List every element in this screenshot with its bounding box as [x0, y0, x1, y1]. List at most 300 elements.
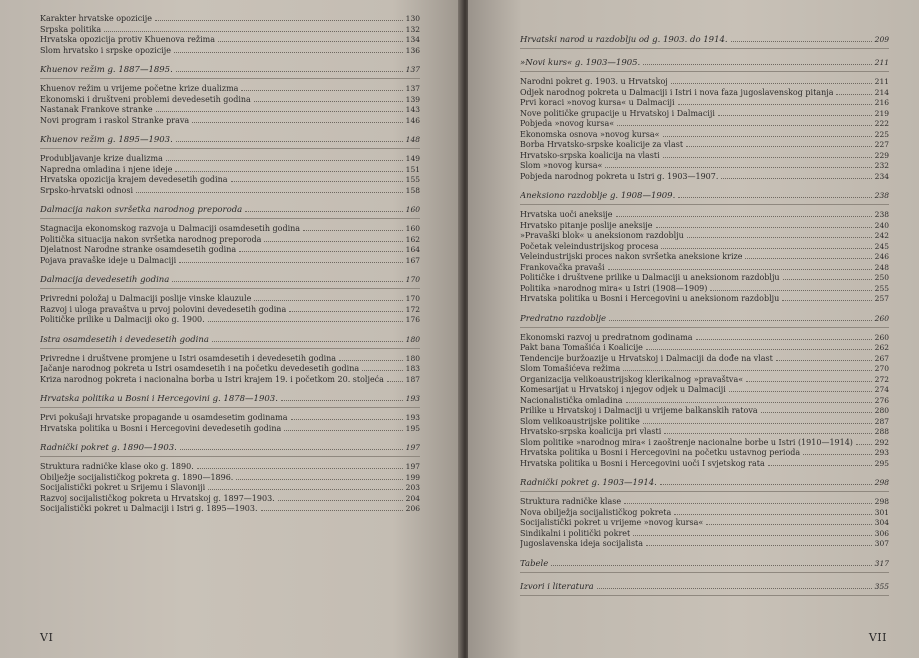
section-page-number: 180 — [405, 334, 420, 344]
toc-entry — [520, 130, 889, 141]
toc-entry-label: Jugoslavenska ideja socijalista — [520, 539, 644, 548]
dot-leader — [718, 109, 872, 116]
toc-entry-label: Produbljavanje krize dualizma — [40, 154, 163, 163]
dot-leader — [218, 35, 403, 42]
section-page-number: 137 — [405, 65, 420, 74]
section-title-label: Izvori i literatura — [520, 581, 594, 592]
toc-entry — [520, 210, 889, 221]
toc-entry-label: Hrvatska politika u Bosni i Hercegovini u aneksionom razdoblju — [520, 294, 780, 303]
toc-entry — [520, 77, 889, 88]
toc-entry-label: Prilike u Hrvatskoj i Dalmaciji u vrijeme balkanskih ratova — [520, 406, 758, 415]
toc-section — [520, 477, 889, 550]
toc-entry-label: Nacionalistička omladina — [520, 395, 623, 405]
toc-section — [40, 204, 420, 266]
toc-entry-page-number: 257 — [874, 294, 889, 303]
dot-leader — [674, 508, 871, 515]
section-title — [520, 34, 889, 49]
toc-entry — [40, 224, 420, 235]
dot-leader — [643, 417, 872, 424]
toc-entry — [40, 413, 420, 424]
dot-leader — [261, 504, 403, 511]
toc-entry-label: Kriza narodnog pokreta i nacionalna borba u Istri krajem 19. i početkom 20. stoljeća — [40, 374, 384, 384]
dot-leader — [836, 88, 871, 95]
right-toc — [520, 34, 889, 596]
toc-entry — [40, 473, 420, 484]
toc-entry — [40, 305, 420, 316]
toc-entry-page-number: 143 — [405, 105, 420, 114]
toc-entry-label: Komesarijat u Hrvatskoj i njegov odjek u Dalmaciji — [520, 385, 726, 394]
toc-entry-page-number: 139 — [405, 94, 420, 104]
toc-entry-label: Jačanje narodnog pokreta u Istri osamdesetih i na početku devedesetih godina — [40, 364, 360, 373]
section-page-number: 197 — [405, 443, 420, 452]
section-title-label: Predratno razdoblje — [520, 313, 607, 324]
toc-entry-page-number: 199 — [405, 472, 420, 482]
toc-entry — [40, 494, 420, 505]
toc-entry-page-number: 176 — [405, 315, 420, 324]
toc-entry-page-number: 255 — [874, 283, 889, 293]
toc-entry-label: Tendencije buržoazije u Hrvatskoj i Dalmaciji da dođe na vlast — [520, 353, 773, 363]
dot-leader — [254, 95, 403, 102]
toc-entry — [520, 151, 889, 162]
toc-section — [40, 14, 420, 56]
toc-entry-page-number: 146 — [405, 115, 420, 125]
section-title — [40, 204, 420, 219]
dot-leader — [626, 396, 872, 403]
toc-entry-label: Novi program i raskol Stranke prava — [40, 115, 190, 125]
section-title-label: Radnički pokret g. 1890—1903. — [40, 443, 177, 453]
toc-entry-page-number: 183 — [405, 364, 420, 373]
section-page-number: 193 — [405, 394, 420, 403]
toc-entry-label: Borba Hrvatsko-srpske koalicije za vlast — [520, 140, 684, 149]
dot-leader — [284, 424, 402, 431]
toc-entry — [520, 417, 889, 428]
toc-entry — [520, 333, 889, 344]
section-title — [40, 442, 420, 457]
toc-entry — [520, 161, 889, 172]
section-title-label: Khuenov režim g. 1887—1895. — [40, 65, 173, 75]
toc-entry-label: Hrvatska politika u Bosni i Hercegovini na početku ustavnog perioda — [520, 448, 801, 457]
dot-leader — [176, 65, 403, 72]
toc-section — [40, 442, 420, 515]
toc-entry — [40, 375, 420, 386]
toc-entry-label: Socijalistički pokret u Srijemu i Slavoniji — [40, 483, 206, 492]
toc-entry — [520, 385, 889, 396]
toc-entry-page-number: 160 — [405, 224, 420, 233]
toc-entry-label: Hrvatska opozicija protiv Khuenova režima — [40, 35, 216, 44]
toc-entry — [40, 46, 420, 57]
toc-entry-label: Pobjeda »novog kursa« — [520, 119, 615, 128]
toc-entry-label: Khuenov režim u vrijeme početne krize dualizma — [40, 84, 239, 93]
toc-entry-label: Slom Tomašićeva režima — [520, 364, 621, 373]
toc-entry — [520, 284, 889, 295]
dot-leader — [776, 354, 872, 361]
toc-entry — [520, 273, 889, 284]
toc-entry-page-number: 136 — [405, 45, 420, 55]
toc-entry-label: Slom politike »narodnog mira« i zaoštrenje nacionalne borbe u Istri (1910—1914) — [520, 437, 853, 447]
toc-entry-label: Hrvatsko-srpska koalicija pri vlasti — [520, 427, 662, 436]
toc-entry-page-number: 164 — [405, 245, 420, 254]
dot-leader — [746, 375, 872, 382]
toc-entry-label: »Pravaški blok« u aneksionom razdoblju — [520, 231, 684, 240]
toc-entry — [520, 375, 889, 386]
toc-entry-page-number: 238 — [874, 210, 889, 219]
right-page — [468, 0, 919, 658]
dot-leader — [281, 394, 403, 401]
dot-leader — [678, 98, 872, 105]
toc-entry — [40, 354, 420, 365]
toc-entry — [40, 84, 420, 95]
toc-entry-page-number: 287 — [874, 416, 889, 426]
toc-entry-page-number: 167 — [405, 255, 420, 265]
toc-section — [520, 57, 889, 182]
dot-leader — [176, 135, 403, 142]
section-title-label: Hrvatska politika u Bosni i Hercegovini g. 1878—1903. — [40, 394, 278, 404]
dot-leader — [208, 483, 403, 490]
toc-entry — [520, 539, 889, 550]
toc-entry — [520, 406, 889, 417]
dot-leader — [745, 252, 871, 259]
toc-entry-page-number: 245 — [874, 241, 889, 251]
toc-entry — [520, 529, 889, 540]
toc-entry-label: Prvi pokušaji hrvatske propagande u osamdesetim godinama — [40, 413, 288, 422]
dot-leader — [643, 58, 871, 65]
toc-entry-label: Odjek narodnog pokreta u Dalmaciji i Istri i nova faza jugoslavenskog pitanja — [520, 87, 834, 97]
section-page-number: 148 — [405, 135, 420, 144]
toc-entry — [520, 508, 889, 519]
toc-entry — [520, 242, 889, 253]
toc-entry-page-number: 304 — [874, 518, 889, 527]
toc-entry-page-number: 151 — [405, 164, 420, 174]
dot-leader — [180, 443, 403, 450]
toc-entry — [40, 364, 420, 375]
section-title-label: Hrvatski narod u razdoblju od g. 1903. do 1914. — [520, 35, 728, 45]
dot-leader — [597, 582, 872, 589]
toc-entry-page-number: 295 — [874, 458, 889, 468]
toc-entry-page-number: 170 — [405, 294, 420, 303]
dot-leader — [782, 294, 871, 301]
toc-entry — [520, 221, 889, 232]
section-title — [520, 190, 889, 205]
toc-entry — [520, 119, 889, 130]
toc-entry-label: Hrvatsko pitanje poslije aneksije — [520, 220, 653, 230]
toc-entry-label: Nastanak Frankove stranke — [40, 105, 153, 114]
section-title — [40, 64, 420, 79]
dot-leader — [239, 245, 403, 252]
toc-entry — [40, 462, 420, 473]
toc-entry-page-number: 240 — [874, 220, 889, 230]
dot-leader — [617, 119, 872, 126]
toc-entry-page-number: 130 — [405, 14, 420, 23]
toc-entry — [40, 424, 420, 435]
dot-leader — [212, 335, 403, 342]
toc-section — [520, 313, 889, 470]
toc-section — [40, 393, 420, 434]
dot-leader — [706, 518, 871, 525]
dot-leader — [768, 459, 872, 466]
toc-entry-page-number: 246 — [874, 252, 889, 261]
dot-leader — [664, 427, 871, 434]
toc-entry-page-number: 306 — [874, 528, 889, 538]
toc-entry — [40, 315, 420, 326]
toc-section — [40, 274, 420, 326]
dot-leader — [166, 154, 403, 161]
toc-entry-label: Pobjeda narodnog pokreta u Istri g. 1903—1907. — [520, 171, 719, 181]
section-title-label: Tabele — [520, 558, 549, 569]
section-page-number: 298 — [874, 478, 889, 487]
toc-entry-label: Slom velikoaustrijske politike — [520, 416, 640, 426]
dot-leader — [231, 175, 403, 182]
toc-entry-label: Frankovačka pravaši — [520, 262, 605, 272]
dot-leader — [362, 364, 403, 371]
toc-entry — [520, 396, 889, 407]
toc-entry-page-number: 307 — [874, 539, 889, 548]
section-title-label: Aneksiono razdoblje g. 1908—1909. — [520, 191, 676, 201]
toc-entry — [40, 256, 420, 267]
toc-entry-label: Razvoj i uloga pravaštva u prvoj polovini devedesetih godina — [40, 304, 287, 314]
toc-entry — [520, 140, 889, 151]
toc-entry-page-number: 187 — [405, 374, 420, 384]
dot-leader — [729, 385, 872, 392]
section-title — [40, 393, 420, 408]
dot-leader — [856, 438, 872, 445]
toc-entry-page-number: 292 — [874, 437, 889, 447]
page-folio-left: VI — [40, 631, 54, 644]
toc-entry-label: Struktura radničke klase oko g. 1890. — [40, 462, 194, 471]
dot-leader — [172, 275, 402, 282]
toc-entry-page-number: 272 — [874, 374, 889, 384]
toc-entry-label: Privredne i društvene promjene u Istri osamdesetih i devedesetih godina — [40, 353, 337, 363]
toc-entry-label: Socijalistički pokret u Dalmaciji i Istri g. 1895—1903. — [40, 504, 258, 513]
dot-leader — [303, 224, 403, 231]
toc-entry-label: Socijalistički pokret u vrijeme »novog kursa« — [520, 518, 704, 527]
toc-entry-page-number: 260 — [874, 332, 889, 342]
toc-entry-label: Nova obilježja socijalističkog pokreta — [520, 507, 672, 517]
section-page-number: 170 — [405, 275, 420, 284]
toc-entry — [40, 294, 420, 305]
dot-leader — [687, 231, 872, 238]
section-title — [520, 477, 889, 492]
section-title — [520, 57, 889, 72]
section-title — [40, 274, 420, 289]
dot-leader — [616, 210, 872, 217]
dot-leader — [663, 151, 872, 158]
toc-entry-label: Politika »narodnog mira« u Istri (1908—1909) — [520, 283, 708, 293]
toc-entry-label: Organizacija velikoaustrijskog klerikalnog »pravaštva« — [520, 374, 744, 384]
dot-leader — [289, 305, 402, 312]
dot-leader — [551, 559, 871, 566]
toc-entry-page-number: 162 — [405, 234, 420, 244]
dot-leader — [624, 497, 872, 504]
toc-entry-page-number: 274 — [874, 385, 889, 394]
toc-entry-label: Hrvatsko-srpska koalicija na vlasti — [520, 150, 660, 160]
toc-entry-label: Hrvatska politika u Bosni i Hercegovini uoči I svjetskog rata — [520, 458, 765, 468]
toc-entry-label: Hrvatska uoči aneksije — [520, 210, 613, 219]
toc-entry-label: Slom hrvatsko i srpske opozicije — [40, 45, 171, 55]
toc-entry — [520, 231, 889, 242]
toc-entry-label: Napredna omladina i njene ideje — [40, 164, 173, 174]
dot-leader — [608, 263, 872, 270]
dot-leader — [278, 494, 403, 501]
toc-entry-label: Srpsko-hrvatski odnosi — [40, 185, 134, 195]
toc-entry-label: Nove političke grupacije u Hrvatskoj i Dalmaciji — [520, 108, 715, 118]
toc-entry-label: Ekonomska osnova »novog kursa« — [520, 129, 660, 139]
dot-leader — [192, 116, 402, 123]
toc-entry-label: Privredni položaj u Dalmaciji poslije vinske klauzule — [40, 294, 252, 303]
toc-entry-page-number: 267 — [874, 353, 889, 363]
toc-entry — [40, 235, 420, 246]
toc-entry — [40, 245, 420, 256]
toc-entry-page-number: 219 — [874, 108, 889, 118]
dot-leader — [623, 364, 871, 371]
toc-entry-page-number: 137 — [405, 84, 420, 93]
dot-leader — [291, 413, 403, 420]
toc-entry-page-number: 229 — [874, 150, 889, 160]
dot-leader — [245, 205, 402, 212]
dot-leader — [241, 84, 402, 91]
toc-entry-label: Početak veleindustrijskog procesa — [520, 241, 659, 251]
toc-entry-label: Razvoj socijalističkog pokreta u Hrvatskoj g. 1897—1903. — [40, 493, 275, 503]
toc-entry-label: Stagnacija ekonomskog razvoja u Dalmaciji osamdesetih godina — [40, 224, 301, 233]
toc-entry — [520, 294, 889, 305]
toc-entry — [520, 109, 889, 120]
toc-entry-page-number: 149 — [405, 154, 420, 163]
toc-entry — [40, 504, 420, 515]
section-title — [520, 313, 889, 328]
section-title — [520, 558, 889, 573]
toc-section — [40, 64, 420, 126]
toc-entry — [520, 88, 889, 99]
section-page-number: 209 — [874, 35, 889, 44]
toc-entry-page-number: 172 — [405, 304, 420, 314]
dot-leader — [197, 462, 403, 469]
section-title — [40, 134, 420, 149]
toc-entry — [520, 343, 889, 354]
dot-leader — [663, 130, 872, 137]
section-page-number: 355 — [874, 581, 889, 591]
dot-leader — [646, 539, 872, 546]
toc-section — [520, 581, 889, 596]
toc-entry-page-number: 232 — [874, 161, 889, 170]
toc-section — [520, 558, 889, 573]
toc-entry — [40, 483, 420, 494]
toc-entry — [520, 263, 889, 274]
toc-entry-label: Prvi koraci »novog kursa« u Dalmaciji — [520, 98, 675, 107]
toc-entry — [40, 165, 420, 176]
dot-leader — [761, 406, 872, 413]
dot-leader — [156, 105, 403, 112]
toc-entry-page-number: 158 — [405, 185, 420, 195]
toc-entry — [40, 25, 420, 36]
toc-entry-label: Politička situacija nakon svršetka narodnog preporoda — [40, 234, 262, 244]
toc-entry — [520, 427, 889, 438]
section-title — [40, 334, 420, 349]
page-folio-right: VII — [868, 631, 887, 644]
toc-entry — [40, 186, 420, 197]
section-title-label: »Novi kurs« g. 1903—1905. — [520, 58, 641, 68]
dot-leader — [696, 333, 872, 340]
dot-leader — [609, 314, 872, 321]
section-title-label: Istra osamdesetih i devedesetih godina — [40, 334, 209, 345]
dot-leader — [633, 529, 871, 536]
toc-section — [40, 134, 420, 196]
toc-entry-page-number: 225 — [874, 129, 889, 139]
toc-entry-page-number: 301 — [874, 507, 889, 517]
toc-entry — [40, 154, 420, 165]
toc-entry-label: Hrvatska politika u Bosni i Hercegovini devedesetih godina — [40, 423, 282, 433]
dot-leader — [661, 242, 871, 249]
dot-leader — [254, 294, 402, 301]
toc-entry-page-number: 280 — [874, 406, 889, 415]
dot-leader — [660, 478, 872, 485]
section-page-number: 160 — [405, 205, 420, 214]
dot-leader — [721, 172, 871, 179]
dot-leader — [803, 448, 872, 455]
toc-entry — [520, 354, 889, 365]
toc-entry-label: Pakt bana Tomašića i Koalicije — [520, 343, 643, 352]
toc-entry — [520, 438, 889, 449]
toc-entry-label: Srpska politika — [40, 24, 102, 34]
dot-leader — [656, 221, 872, 228]
toc-entry — [40, 35, 420, 46]
dot-leader — [783, 273, 872, 280]
section-page-number: 317 — [874, 558, 889, 568]
toc-entry-page-number: 214 — [874, 87, 889, 97]
toc-entry-page-number: 276 — [874, 395, 889, 405]
dot-leader — [678, 191, 871, 198]
dot-leader — [136, 186, 403, 193]
toc-entry-label: Hrvatska opozicija krajem devedesetih godina — [40, 175, 228, 184]
toc-entry — [40, 14, 420, 25]
toc-entry-page-number: 262 — [874, 343, 889, 352]
section-page-number: 238 — [874, 191, 889, 200]
section-title — [520, 581, 889, 596]
toc-entry-label: Djelatnost Narodne stranke osamdesetih godina — [40, 245, 237, 254]
toc-entry — [40, 175, 420, 186]
dot-leader — [671, 77, 872, 84]
toc-entry-label: Veleindustrijski proces nakon svršetka aneksione krize — [520, 252, 743, 261]
toc-entry-page-number: 293 — [874, 448, 889, 457]
toc-entry-page-number: 216 — [874, 98, 889, 107]
dot-leader — [264, 235, 402, 242]
toc-entry-page-number: 134 — [405, 35, 420, 44]
toc-entry — [520, 448, 889, 459]
toc-entry — [520, 497, 889, 508]
toc-entry-page-number: 250 — [874, 273, 889, 282]
toc-entry-page-number: 211 — [874, 77, 889, 86]
section-title-label: Khuenov režim g. 1895—1903. — [40, 135, 173, 145]
toc-entry — [40, 105, 420, 116]
toc-entry-label: Karakter hrvatske opozicije — [40, 14, 152, 23]
toc-entry-label: Ekonomski razvoj u predratnom godinama — [520, 332, 693, 342]
toc-section — [40, 334, 420, 386]
dot-leader — [174, 46, 403, 53]
dot-leader — [155, 14, 403, 21]
toc-entry-page-number: 180 — [405, 353, 420, 363]
toc-entry-page-number: 193 — [405, 413, 420, 422]
toc-entry-page-number: 206 — [405, 504, 420, 513]
toc-entry-page-number: 204 — [405, 493, 420, 503]
toc-entry-label: Narodni pokret g. 1903. u Hrvatskoj — [520, 77, 668, 86]
toc-entry-page-number: 288 — [874, 427, 889, 436]
toc-entry — [520, 98, 889, 109]
toc-entry — [520, 459, 889, 470]
toc-section — [520, 34, 889, 49]
toc-entry-page-number: 155 — [405, 175, 420, 184]
dot-leader — [179, 256, 402, 263]
toc-entry-label: Pojava pravaške ideje u Dalmaciji — [40, 255, 177, 265]
toc-entry-label: Političke prilike u Dalmaciji oko g. 1900. — [40, 315, 205, 324]
section-page-number: 211 — [874, 58, 889, 67]
